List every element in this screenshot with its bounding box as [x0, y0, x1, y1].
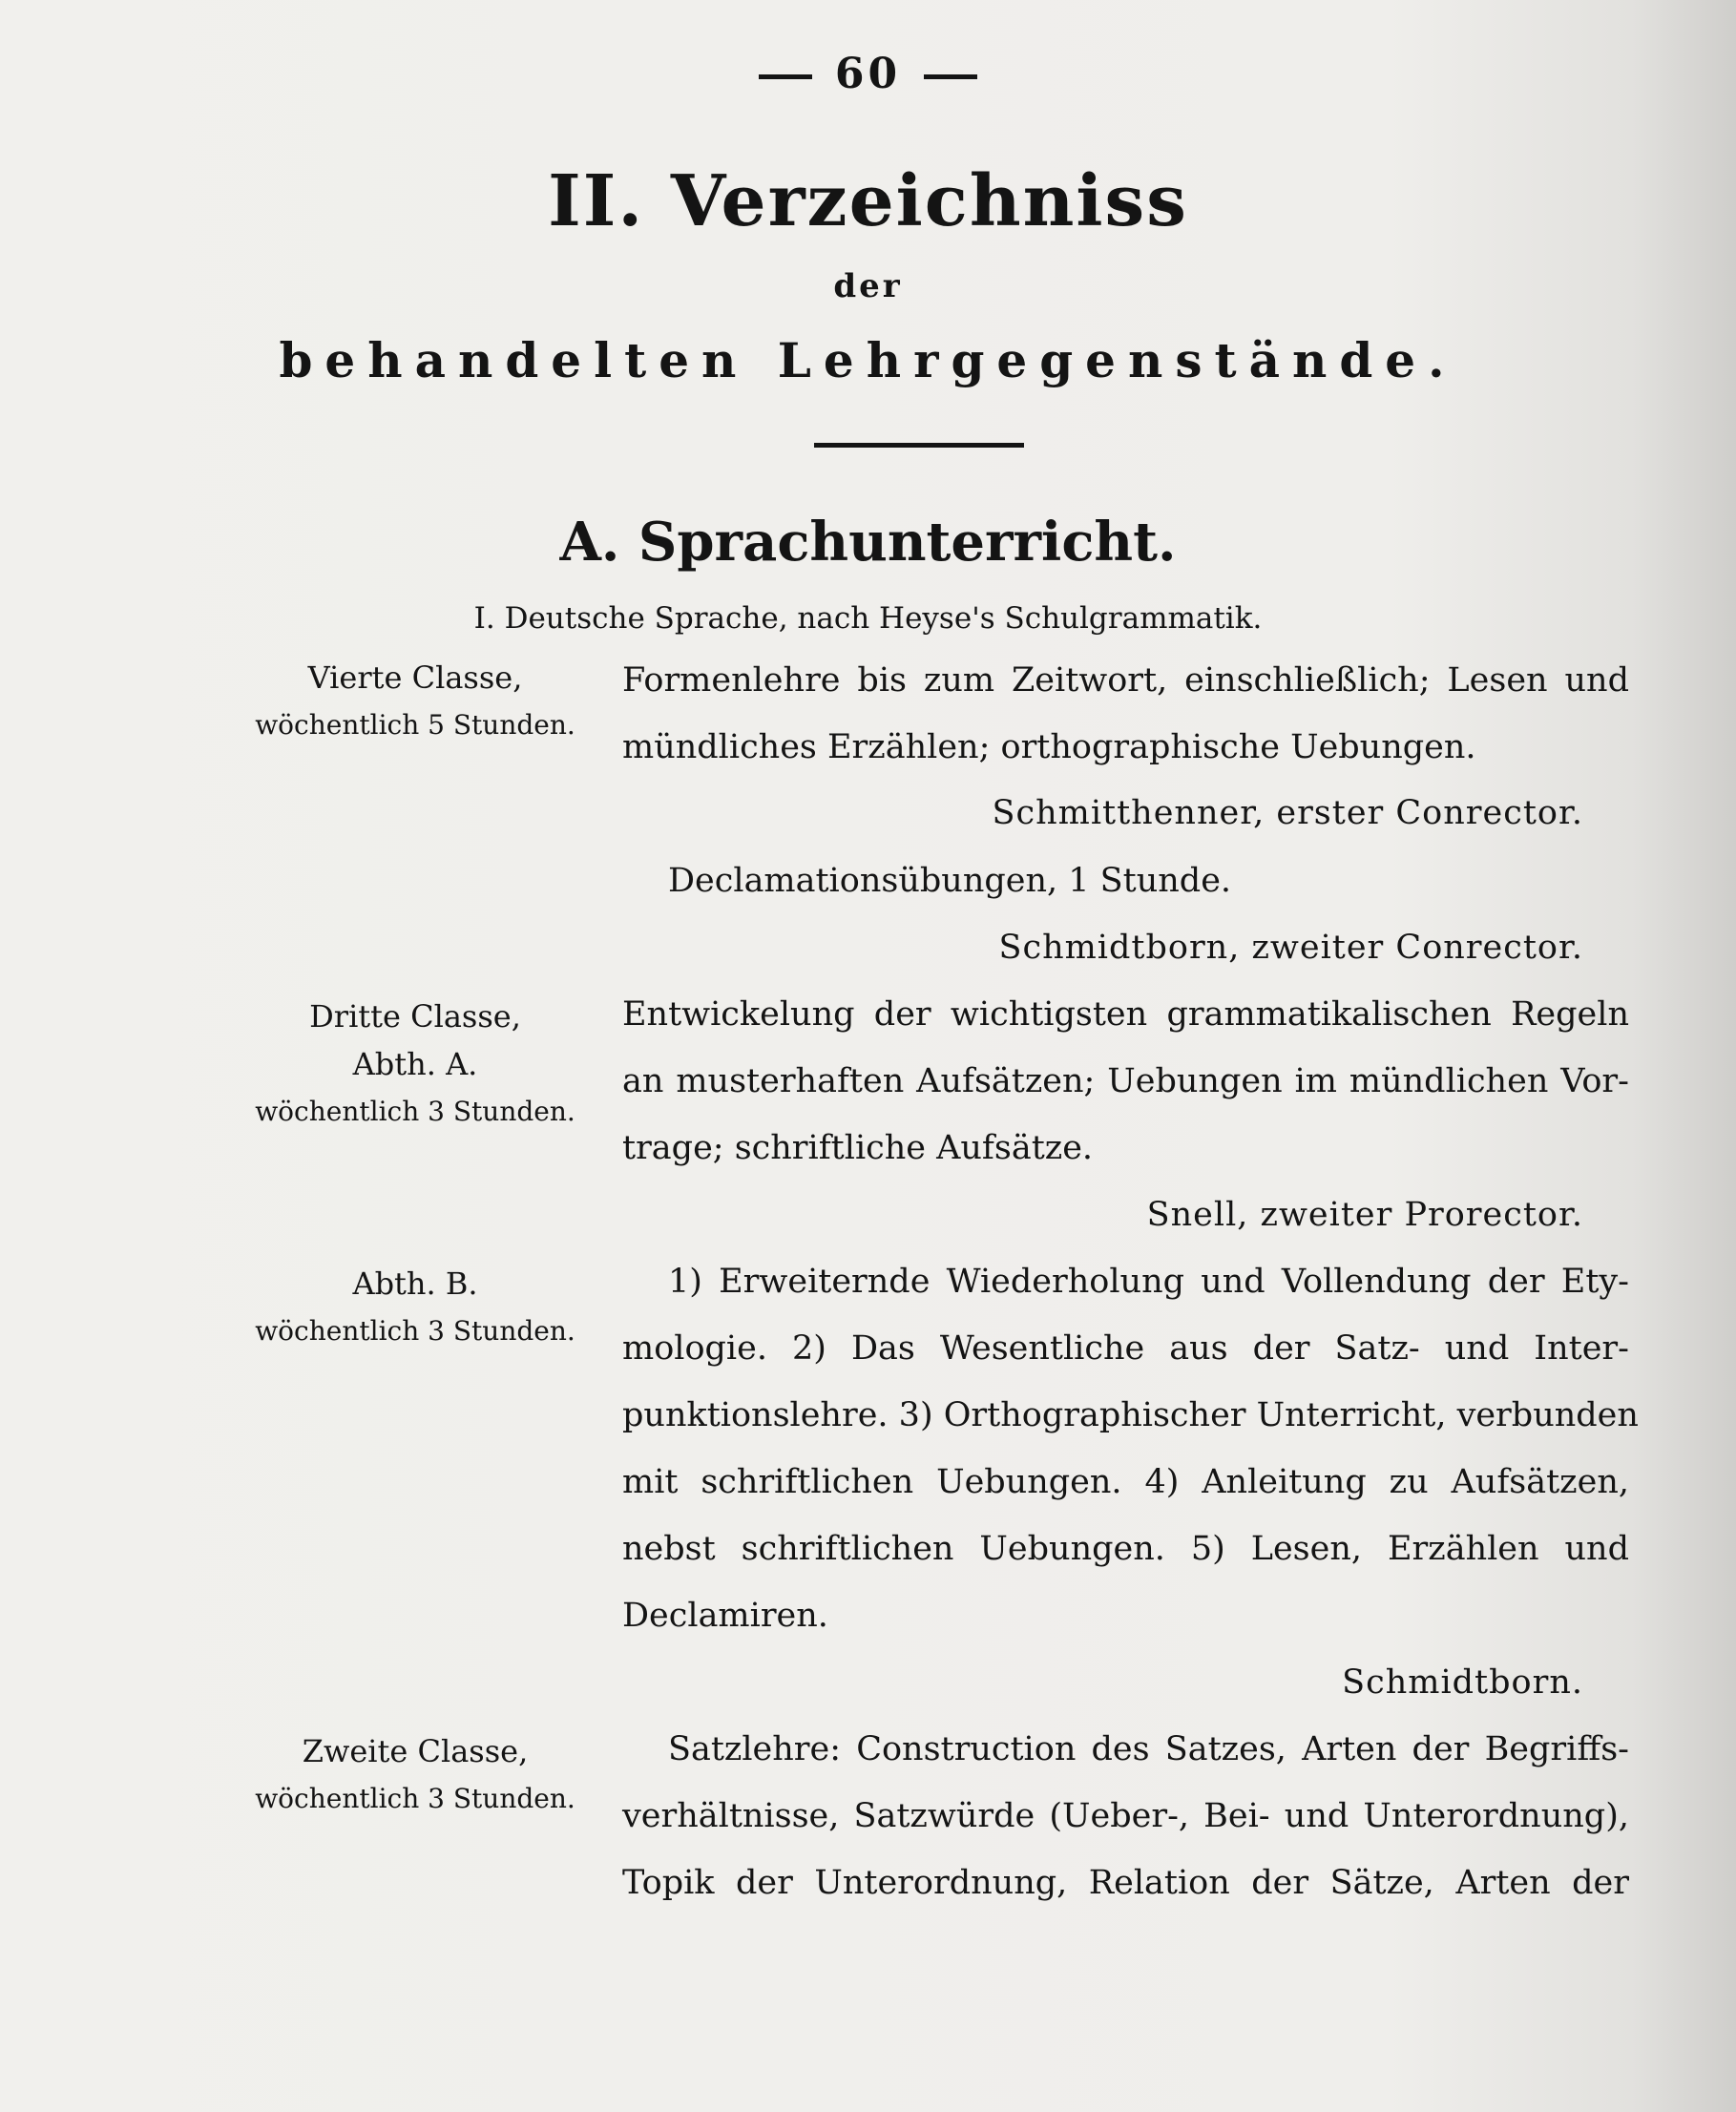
- text-line: Declamiren.: [622, 1597, 828, 1635]
- class-label-abth-b: [191, 1260, 639, 1355]
- teacher-name: Schmidtborn.: [1342, 1663, 1583, 1702]
- teacher-name: Schmidtborn, zweiter Conrector.: [998, 929, 1583, 967]
- text-line: trage; schriftliche Aufsätze.: [622, 1129, 1094, 1167]
- title-der: der: [833, 267, 903, 305]
- class-hours: wöchentlich 5 Stunden.: [255, 709, 575, 741]
- text-line: Satzlehre: Construction des Satzes, Arten der Begriffs-: [668, 1730, 1629, 1768]
- class-hours: wöchentlich 3 Stunden.: [255, 1096, 575, 1127]
- text-line: an musterhaften Aufsätzen; Uebungen im mündlichen Vor-: [622, 1062, 1629, 1100]
- text-line: 1) Erweiternde Wiederholung und Vollendung der Ety-: [668, 1263, 1629, 1301]
- text-line: Topik der Unterordnung, Relation der Sätze, Arten der: [622, 1864, 1629, 1902]
- subsection-heading: I. Deutsche Sprache, nach Heyse's Schulgrammatik.: [473, 601, 1263, 636]
- class-division: Abth. B.: [352, 1265, 478, 1302]
- page-number: [0, 50, 1736, 98]
- class-label-vierte: [191, 654, 639, 749]
- dash-left: [759, 74, 812, 79]
- text-line: mündliches Erzählen; orthographische Uebungen.: [622, 728, 1476, 766]
- text-line: mit schriftlichen Uebungen. 4) Anleitung zu Aufsätzen,: [622, 1463, 1629, 1501]
- page-title: II. Verzeichniss: [548, 160, 1188, 242]
- text-line: Formenlehre bis zum Zeitwort, einschließlich; Lesen und: [622, 661, 1629, 700]
- class-division: Abth. A.: [352, 1046, 478, 1082]
- dash-right: [924, 74, 977, 79]
- text-line: mologie. 2) Das Wesentliche aus der Satz- und Inter-: [622, 1329, 1629, 1368]
- class-label-zweite: [191, 1727, 639, 1823]
- class-name: Zweite Classe,: [302, 1733, 529, 1769]
- class-name: Dritte Classe,: [309, 998, 521, 1035]
- text-line: verhältnisse, Satzwürde (Ueber-, Bei- und Unterordnung),: [622, 1797, 1629, 1835]
- text-line: nebst schriftlichen Uebungen. 5) Lesen, Erzählen und: [622, 1530, 1629, 1568]
- teacher-name: Snell, zweiter Prorector.: [1146, 1196, 1583, 1234]
- section-heading: A. Sprachunterricht.: [559, 511, 1177, 574]
- class-name: Vierte Classe,: [307, 659, 523, 696]
- page-number-text: 60: [834, 50, 902, 98]
- page-subtitle: behandelten Lehrgegenstände.: [279, 332, 1457, 388]
- teacher-name: Schmitthenner, erster Conrector.: [992, 794, 1583, 832]
- class-label-dritte: [191, 993, 639, 1136]
- class-hours: wöchentlich 3 Stunden.: [255, 1783, 575, 1814]
- class-hours: wöchentlich 3 Stunden.: [255, 1315, 575, 1347]
- title-rule: [814, 443, 1024, 448]
- text-line: Declamationsübungen, 1 Stunde.: [668, 862, 1232, 900]
- text-line: punktionslehre. 3) Orthographischer Unterricht, verbunden: [622, 1396, 1639, 1434]
- text-line: Entwickelung der wichtigsten grammatikalischen Regeln: [622, 995, 1629, 1034]
